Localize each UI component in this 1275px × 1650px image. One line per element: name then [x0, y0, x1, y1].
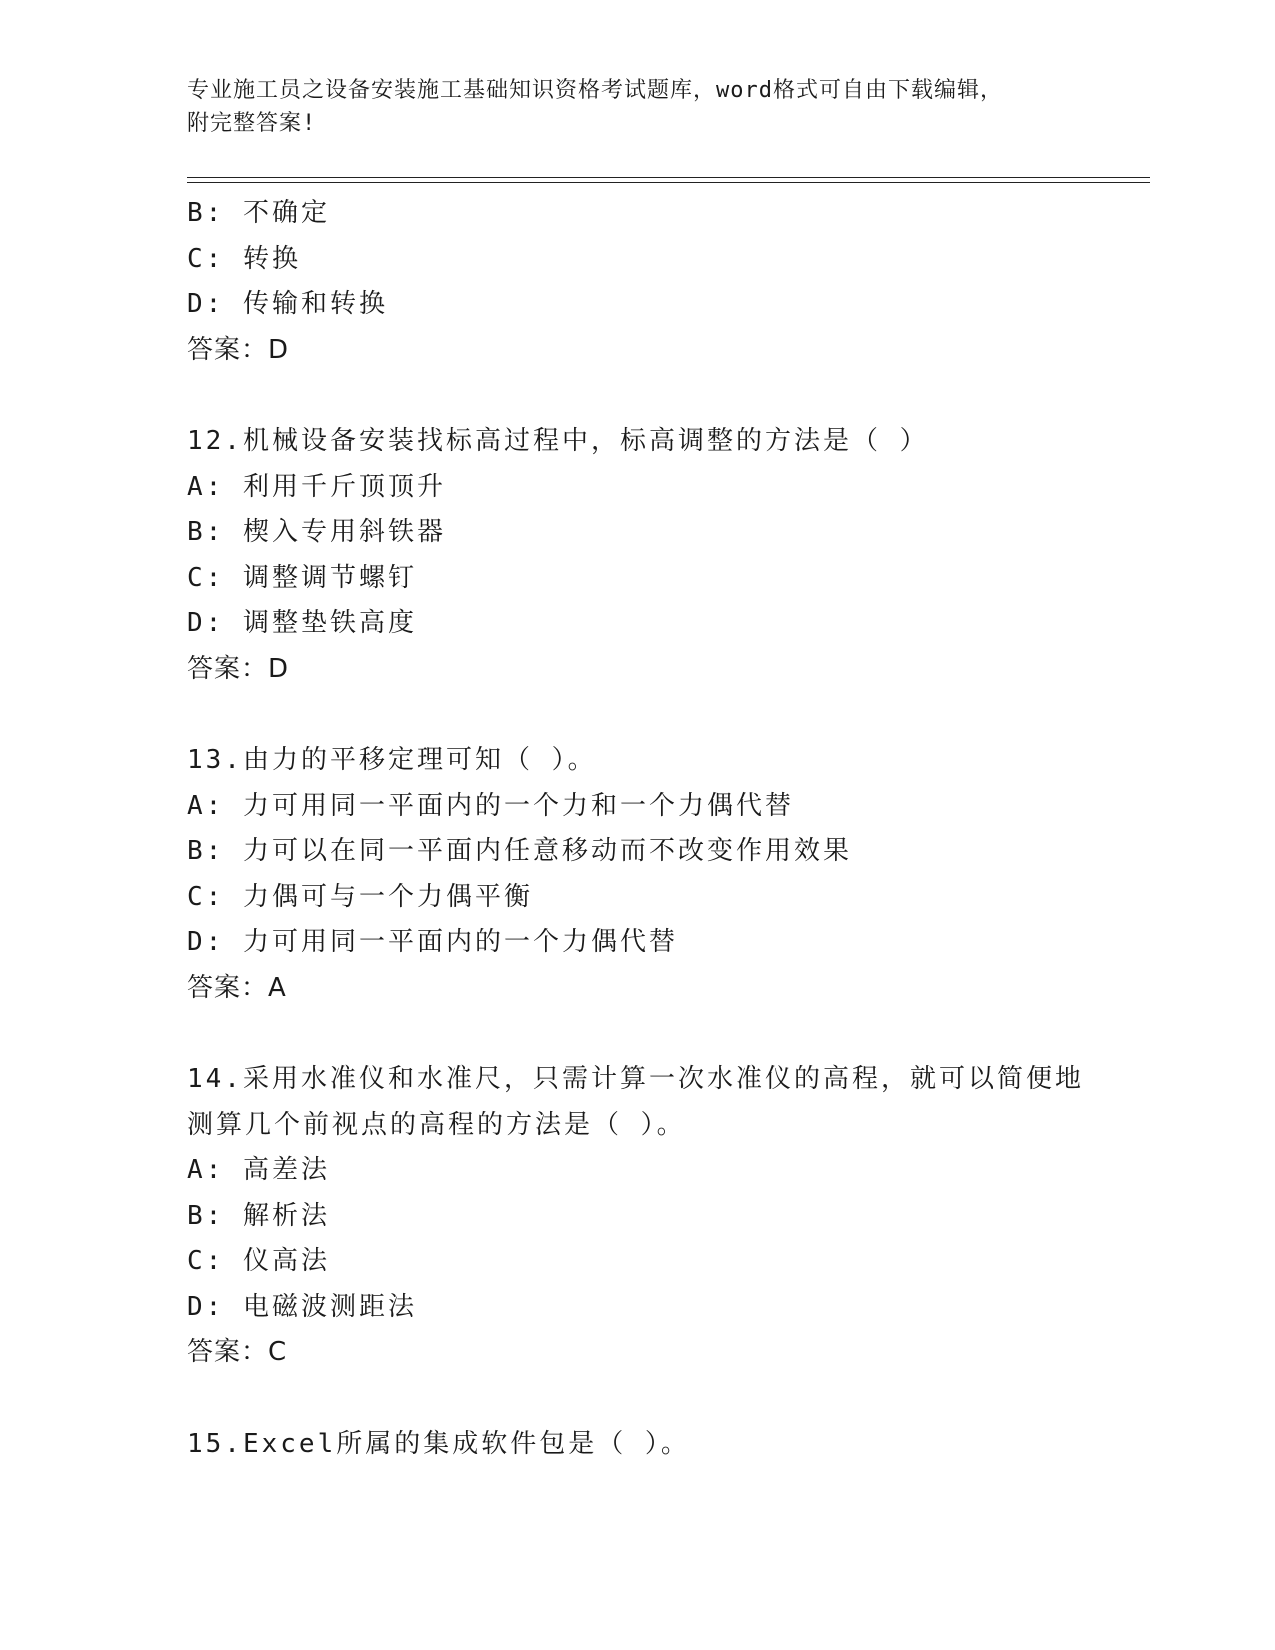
q14-stem-line-2: 测算几个前视点的高程的方法是（ ）。	[187, 1109, 686, 1140]
spacer	[187, 1011, 1147, 1057]
page-header	[187, 74, 1087, 140]
q11-option-c: C: 转换	[187, 243, 301, 274]
q12-stem: 12.机械设备安装找标高过程中，标高调整的方法是（ ）	[187, 426, 929, 456]
q13-option-d: D: 力可用同一平面内的一个力偶代替	[187, 927, 678, 957]
spacer	[187, 373, 1147, 419]
q12-option-c: C: 调整调节螺钉	[187, 562, 417, 593]
header-divider-bottom	[187, 182, 1150, 183]
q13-option-c: C: 力偶可与一个力偶平衡	[187, 881, 533, 912]
header-title-line-2: 附完整答案!	[187, 111, 317, 136]
q12-answer: 答案：D	[187, 653, 290, 684]
q13-stem: 13.由力的平移定理可知（ ）。	[187, 745, 597, 775]
q13-option-a: A: 力可用同一平面内的一个力和一个力偶代替	[187, 790, 794, 821]
q14-stem-line-1: 14.采用水准仪和水准尺，只需计算一次水准仪的高程，就可以简便地	[187, 1064, 1084, 1094]
q13-answer: 答案：A	[187, 972, 287, 1003]
header-title-line-1: 专业施工员之设备安装施工基础知识资格考试题库，word格式可自由下载编辑，	[187, 78, 1003, 103]
q11-option-b: B: 不确定	[187, 198, 330, 228]
q14-option-c: C: 仪高法	[187, 1246, 330, 1276]
q13-option-b: B: 力可以在同一平面内任意移动而不改变作用效果	[187, 836, 852, 866]
q11-option-d: D: 传输和转换	[187, 289, 388, 319]
q14-option-d: D: 电磁波测距法	[187, 1291, 417, 1322]
q12-option-b: B: 楔入专用斜铁器	[187, 517, 446, 547]
spacer	[187, 1376, 1147, 1422]
q14-option-b: B: 解析法	[187, 1200, 330, 1231]
q14-answer: 答案：C	[187, 1337, 288, 1367]
spacer	[187, 692, 1147, 738]
q12-option-a: A: 利用千斤顶顶升	[187, 471, 446, 502]
q14-option-a: A: 高差法	[187, 1155, 330, 1185]
q12-option-d: D: 调整垫铁高度	[187, 608, 417, 638]
q11-answer: 答案：D	[187, 334, 290, 365]
q15-stem: 15.Excel所属的集成软件包是（ ）。	[187, 1428, 690, 1459]
header-divider-top	[187, 177, 1150, 178]
question-list	[187, 191, 1147, 1467]
